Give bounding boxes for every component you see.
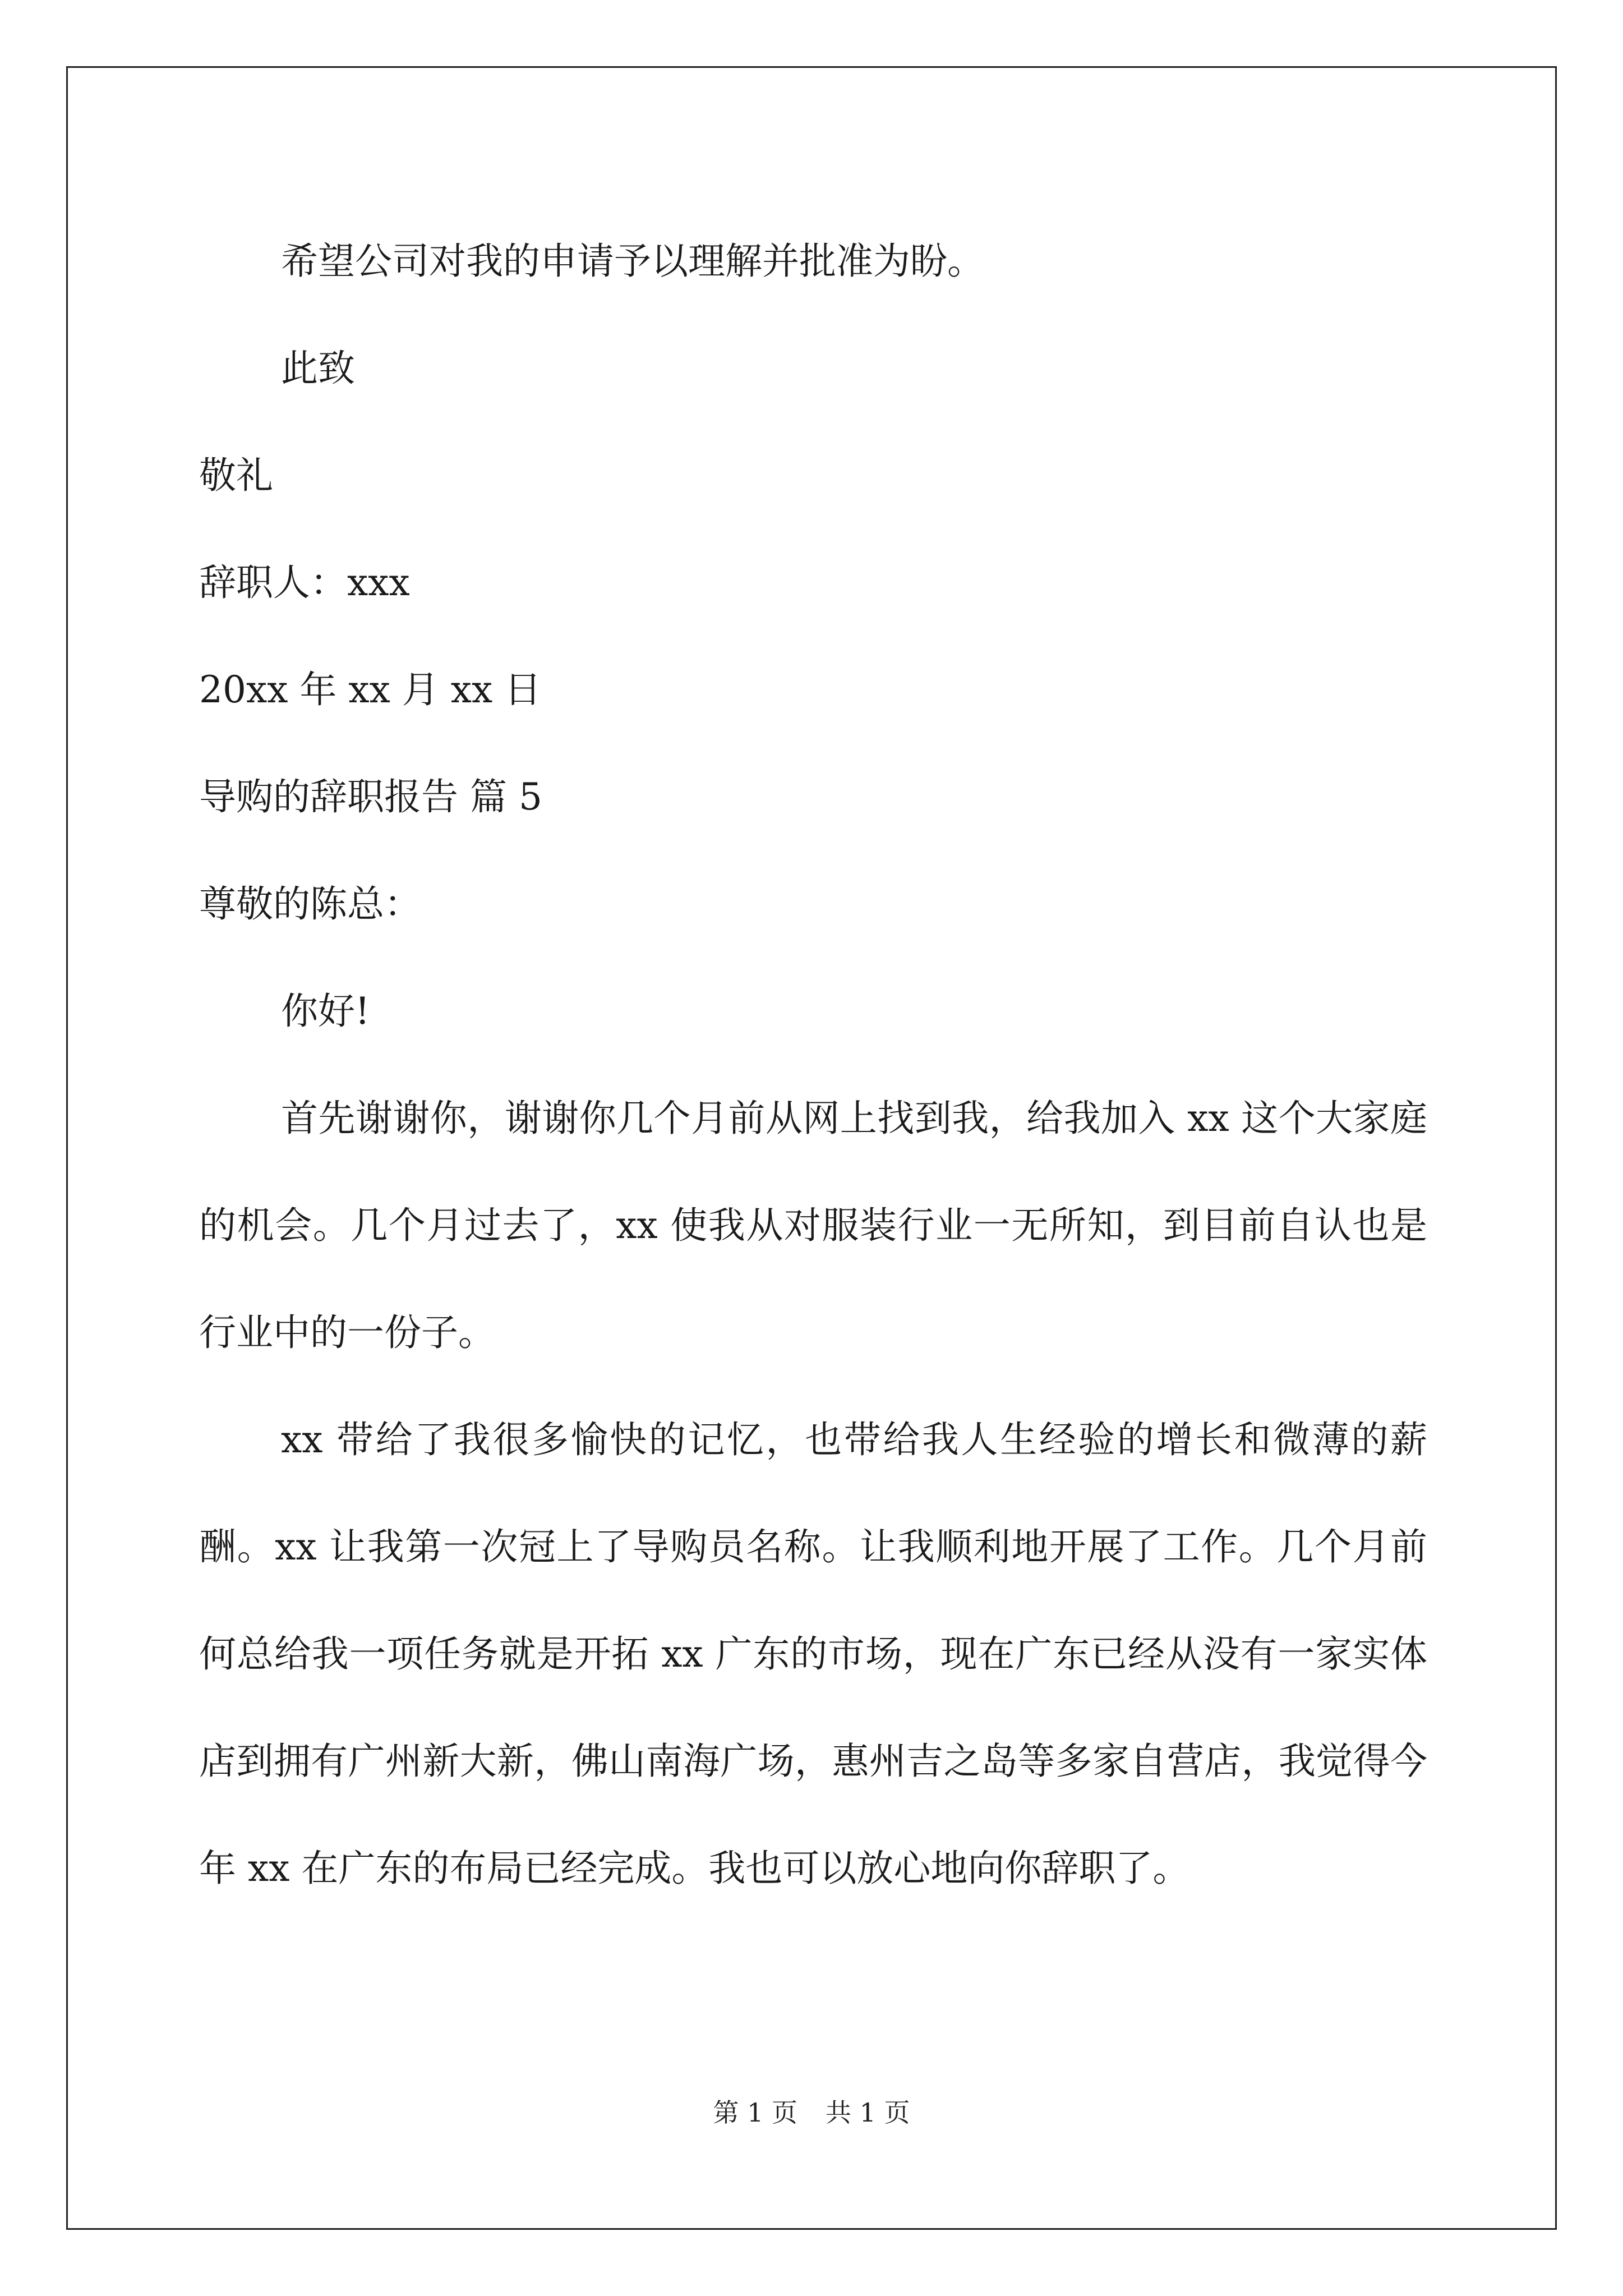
greeting-line: 你好!	[281, 990, 370, 1033]
page-number-total: 共 1 页	[826, 2097, 910, 2128]
page-number-current: 第 1 页	[713, 2097, 797, 2128]
body-paragraph-1: 首先谢谢你，谢谢你几个月前从网上找到我，给我加入 xx 这个大家庭的机会。几个月过去了，xx 使我从对服装行业一无所知，到目前自认也是行业中的一份子。	[199, 1097, 1427, 1354]
salutation-line-1: 此致	[281, 347, 355, 390]
salutation-line-2: 敬礼	[199, 454, 273, 497]
document-body	[199, 208, 1427, 1922]
addressee-line: 尊敬的陈总：	[199, 882, 421, 926]
page-footer	[0, 2092, 1623, 2129]
date-line: 20xx 年 xx 月 xx 日	[199, 668, 542, 711]
section-heading: 导购的辞职报告 篇 5	[199, 775, 542, 818]
body-paragraph-2: xx 带给了我很多愉快的记忆，也带给我人生经验的增长和微薄的薪酬。xx 让我第一次冠上了导购员名称。让我顺利地开展了工作。几个月前何总给我一项任务就是开拓 xx 广东的市场，现在广东已经从没有一家实体店到拥有广州新大新，佛山南海广场，惠州吉之岛等多家自营店，我觉得今年 xx 在广东的布局已经完成。我也可以放心地向你辞职了。	[199, 1418, 1427, 1890]
signer-line: 辞职人：xxx	[199, 561, 410, 604]
closing-request-line: 希望公司对我的申请予以理解并批准为盼。	[281, 240, 984, 283]
